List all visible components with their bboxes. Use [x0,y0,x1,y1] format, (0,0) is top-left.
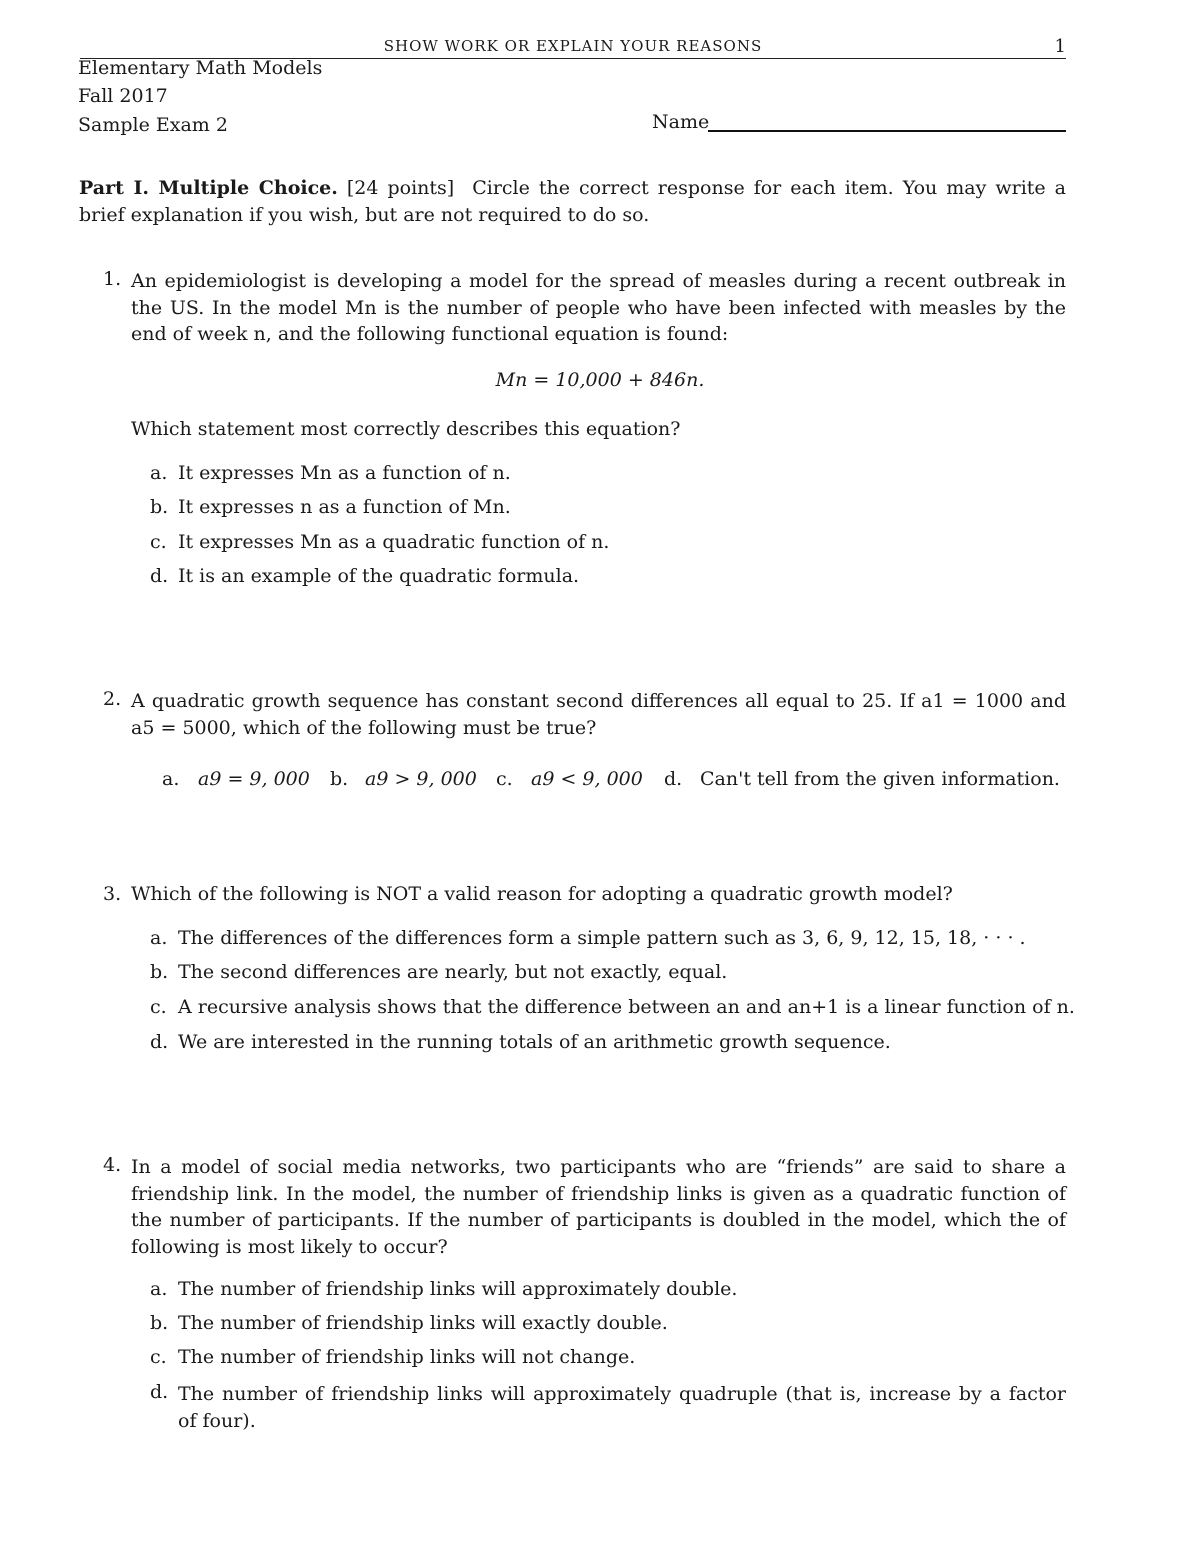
q4-option-b[interactable]: The number of friendship links will exactly double. [178,1312,668,1334]
q3-option-b-letter: b. [150,961,169,983]
q2-option-b-letter: b. [330,768,349,790]
q4-option-a-letter: a. [150,1278,168,1300]
q2-option-b[interactable]: a9 > 9, 000 [365,768,477,790]
question-1-text: An epidemiologist is developing a model for the spread of measles during a recent outbreak in the US. In the model Mn is the number of people who have been infected with measles by the end of week n, and the following functional equation is found: [131,270,1066,345]
running-header [80,36,1066,59]
course-term: Fall 2017 [78,85,168,107]
question-3-text: Which of the following is NOT a valid reason for adopting a quadratic growth model? [131,883,953,905]
question-2-text: A quadratic growth sequence has constant second differences all equal to 25. If a1 = 1000 and a5 = 5000, which of the following must be true? [131,690,1066,739]
name-label: Name [652,111,710,133]
q4-option-d-letter: d. [150,1381,169,1403]
q4-option-c[interactable]: The number of friendship links will not change. [178,1346,636,1368]
q3-option-b[interactable]: The second differences are nearly, but not exactly, equal. [178,961,728,983]
q1-option-b[interactable]: It expresses n as a function of Mn. [178,496,511,518]
page-number: 1 [1054,36,1066,57]
q4-option-b-letter: b. [150,1312,169,1334]
q3-option-c-letter: c. [150,996,167,1018]
q1-option-a[interactable]: It expresses Mn as a function of n. [178,462,511,484]
q2-option-c-letter: c. [496,768,513,790]
part1-instructions [79,175,1066,228]
part1-points: [24 points] [346,177,455,199]
q2-option-c[interactable]: a9 < 9, 000 [531,768,643,790]
question-2-number: 2. [103,688,122,710]
q1-option-a-letter: a. [150,462,168,484]
q1-option-c-letter: c. [150,531,167,553]
q3-option-c[interactable]: A recursive analysis shows that the difference between an and an+1 is a linear function of n. [178,996,1075,1018]
question-1-prompt: Which statement most correctly describes this equation? [131,418,681,440]
q2-option-d-letter: d. [664,768,683,790]
running-title: SHOW WORK OR EXPLAIN YOUR REASONS [383,37,763,55]
part1-heading: Part I. Multiple Choice. [79,177,338,199]
question-4-number: 4. [103,1154,122,1176]
course-title: Elementary Math Models [78,57,323,79]
q4-option-a[interactable]: The number of friendship links will approximately double. [178,1278,738,1300]
part1-instruction-text: Circle the correct response for each item. You may write a brief explanation if you wish, but are not required to do so. [79,177,1067,226]
exam-title: Sample Exam 2 [78,114,228,136]
q3-option-a[interactable]: The differences of the differences form a simple pattern such as 3, 6, 9, 12, 15, 18, · · · . [178,927,1026,949]
question-1-equation: Mn = 10,000 + 846n. [495,369,705,391]
q2-option-d[interactable]: Can't tell from the given information. [700,768,1060,790]
q1-option-b-letter: b. [150,496,169,518]
q1-option-c[interactable]: It expresses Mn as a quadratic function of n. [178,531,610,553]
q2-option-a[interactable]: a9 = 9, 000 [198,768,310,790]
q1-option-d[interactable]: It is an example of the quadratic formula. [178,565,580,587]
q1-option-d-letter: d. [150,565,169,587]
question-4-text: In a model of social media networks, two participants who are “friends” are said to share a friendship link. In the model, the number of friendship links is given as a quadratic function of the number of participants. If the number of participants is doubled in the model, which the of following is most likely to occur? [131,1156,1066,1258]
q3-option-d[interactable]: We are interested in the running totals of an arithmetic growth sequence. [178,1031,891,1053]
q2-option-a-letter: a. [162,768,180,790]
q4-option-c-letter: c. [150,1346,167,1368]
q3-option-d-letter: d. [150,1031,169,1053]
q4-option-d[interactable]: The number of friendship links will approximately quadruple (that is, increase by a factor of four). [178,1383,1066,1432]
question-3-number: 3. [103,883,122,905]
q3-option-a-letter: a. [150,927,168,949]
question-1-number: 1. [103,268,122,290]
name-field-line[interactable] [708,130,1066,132]
